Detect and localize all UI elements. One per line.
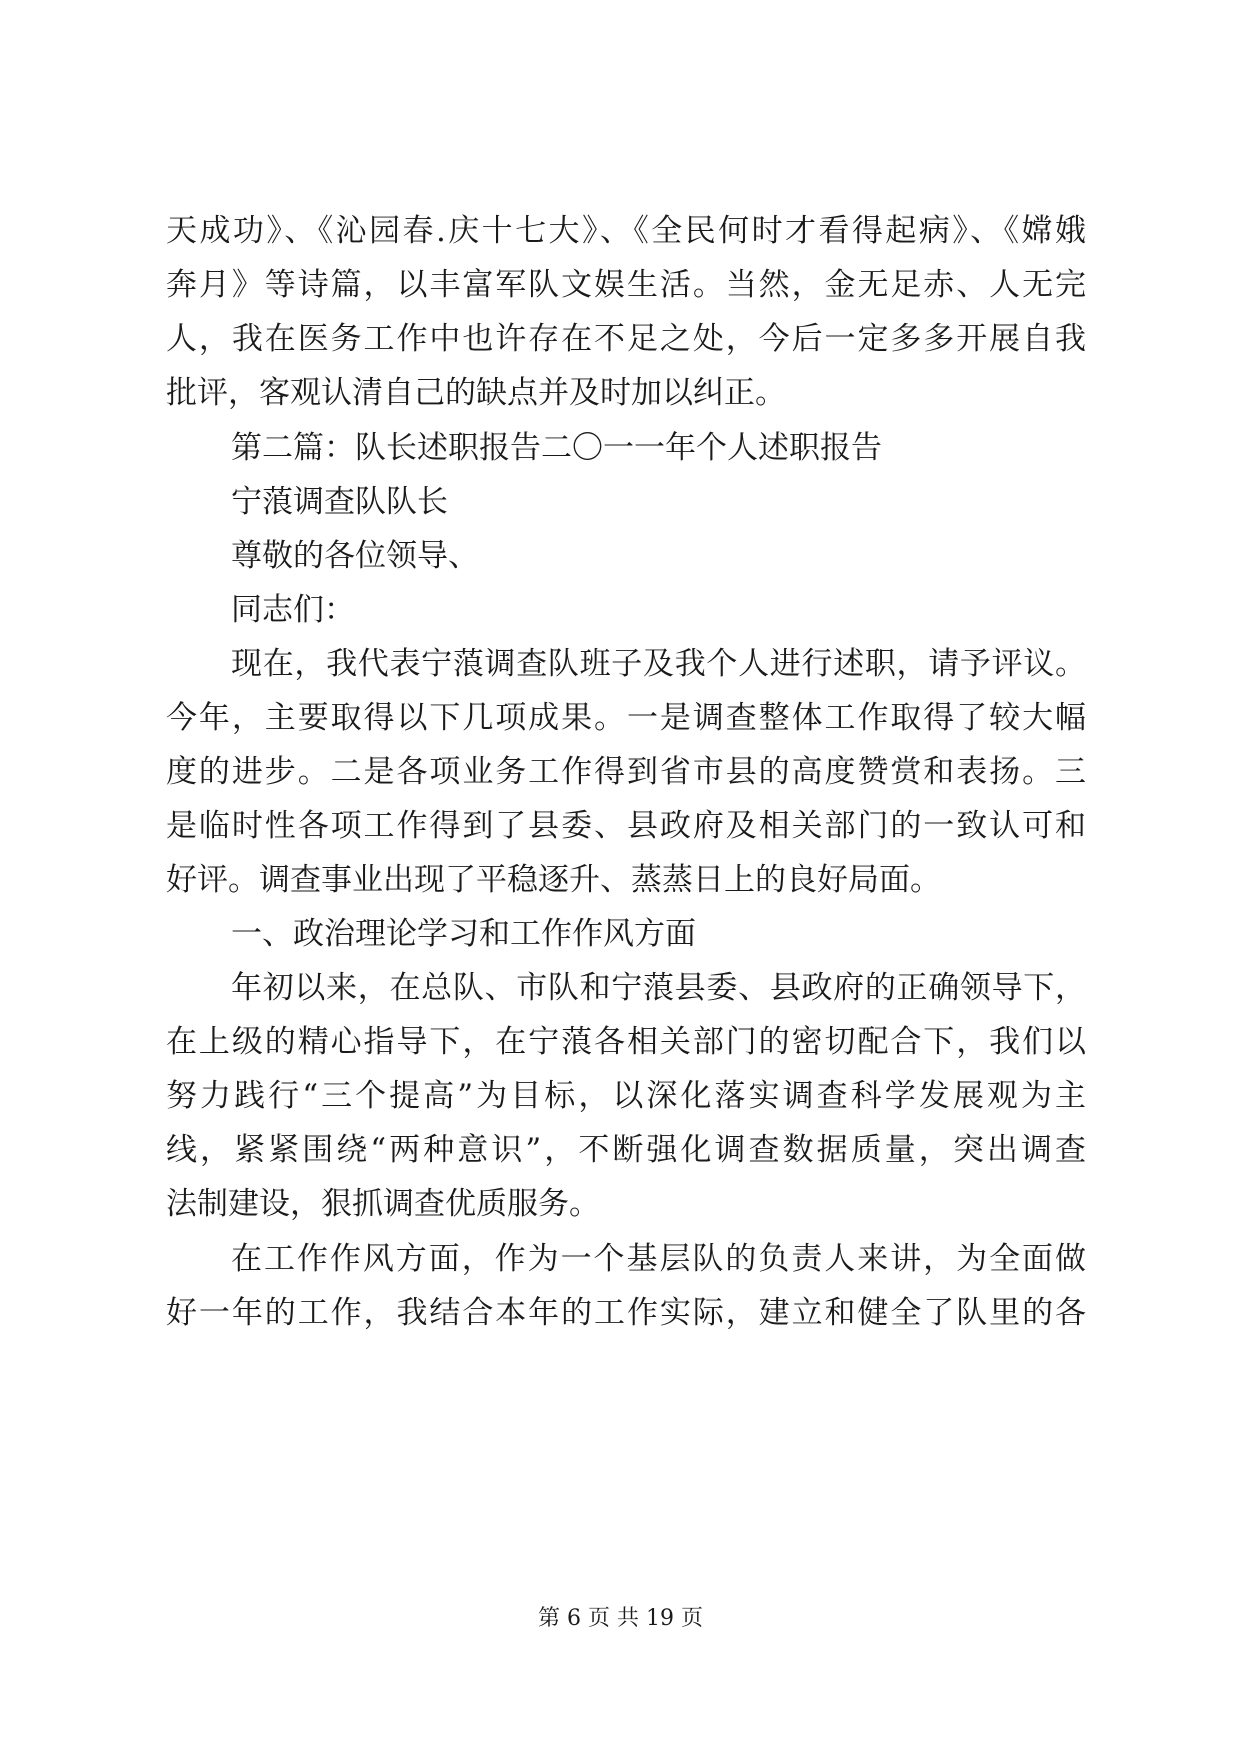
text-line: 法制建设，狠抓调查优质服务。: [166, 1186, 600, 1222]
section-heading: 第二篇：队长述职报告二〇一一年个人述职报告: [231, 430, 882, 466]
text-line: 好评。调查事业出现了平稳逐升、蒸蒸日上的良好局面。: [166, 862, 941, 898]
text-line: 在工作作风方面，作为一个基层队的负责人来讲，为全面做: [231, 1241, 1086, 1277]
text-line: 人，我在医务工作中也许存在不足之处，今后一定多多开展自我: [166, 321, 1086, 357]
text-line: 线，紧紧围绕“两种意识”，不断强化调查数据质量，突出调查: [166, 1132, 1086, 1168]
text-line: 奔月》等诗篇，以丰富军队文娱生活。当然，金无足赤、人无完: [166, 267, 1086, 303]
text-line: 批评，客观认清自己的缺点并及时加以纠正。: [166, 375, 786, 411]
text-line: 在上级的精心指导下，在宁蒗各相关部门的密切配合下，我们以: [166, 1024, 1086, 1060]
salutation-line: 同志们：: [231, 592, 355, 628]
section-heading: 一、政治理论学习和工作作风方面: [231, 916, 696, 952]
text-line: 现在，我代表宁蒗调查队班子及我个人进行述职，请予评议。: [231, 646, 1086, 682]
text-line: 是临时性各项工作得到了县委、县政府及相关部门的一致认可和: [166, 808, 1086, 844]
text-line: 宁蒗调查队队长: [231, 484, 448, 520]
text-line: 好一年的工作，我结合本年的工作实际，建立和健全了队里的各: [166, 1295, 1086, 1331]
page-number-footer: 第 6 页 共 19 页: [538, 1606, 703, 1631]
text-line: 天成功》、《沁园春.庆十七大》、《全民何时才看得起病》、《嫦娥: [166, 213, 1086, 249]
salutation-line: 尊敬的各位领导、: [231, 538, 479, 574]
text-line: 年初以来，在总队、市队和宁蒗县委、县政府的正确领导下，: [231, 970, 1086, 1006]
text-line: 度的进步。二是各项业务工作得到省市县的高度赞赏和表扬。三: [166, 754, 1086, 790]
text-line: 努力践行“三个提高”为目标，以深化落实调查科学发展观为主: [166, 1078, 1086, 1114]
text-line: 今年，主要取得以下几项成果。一是调查整体工作取得了较大幅: [166, 700, 1086, 736]
